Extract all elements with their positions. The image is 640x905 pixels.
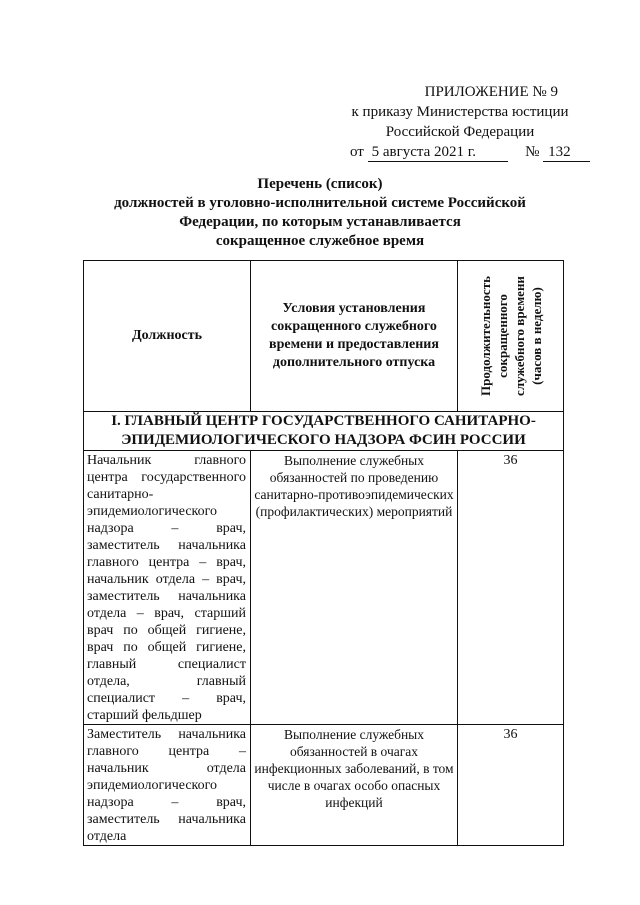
- title-line-2: должностей в уголовно-исполнительной системе Российской: [114, 195, 526, 211]
- appendix-heading: ПРИЛОЖЕНИЕ № 9: [424, 84, 558, 100]
- table-header-row: [84, 261, 564, 412]
- order-number: 132: [543, 144, 590, 162]
- header-position: Должность: [84, 261, 251, 412]
- table-row: [84, 451, 564, 725]
- number-prefix: №: [525, 144, 540, 160]
- cell-conditions: Выполнение служебных обязанностей по проведению санитарно-противоэпидемических (профилактических) мероприятий: [251, 451, 458, 725]
- header-duration: [458, 261, 564, 412]
- appendix-ministry: Российской Федерации: [385, 124, 535, 140]
- title-line-3: Федерации, по которым устанавливается: [179, 214, 461, 230]
- cell-position: Заместитель начальника главного центра – начальник отдела эпидемиологического надзора – врач, заместитель начальника отдела: [84, 725, 251, 846]
- positions-table: [83, 260, 564, 846]
- appendix-order-ref: к приказу Министерства юстиции: [351, 104, 569, 120]
- order-date: 5 августа 2021 г.: [368, 144, 508, 162]
- title-line-4: сокращенное служебное время: [215, 233, 425, 249]
- header-conditions: Условия установления сокращенного служебного времени и предоставления дополнительного отпуска: [251, 261, 458, 412]
- appendix-date-line: [350, 142, 580, 162]
- section-heading: [84, 412, 564, 451]
- date-prefix: от: [350, 144, 364, 160]
- section-heading-line-2: ЭПИДЕМИОЛОГИЧЕСКОГО НАДЗОРА ФСИН РОССИИ: [121, 432, 526, 448]
- cell-hours: 36: [458, 451, 564, 725]
- table-row: [84, 725, 564, 846]
- cell-position: Начальник главного центра государственного санитарно-эпидемиологического надзора – врач, заместитель начальника главного центра – врач, начальник отдела – врач, заместитель начальника отдела – врач, старший врач по общей гигиене, врач по общей гигиене, главный специалист отдела, главный специалист – врач, старший фельдшер: [84, 451, 251, 725]
- cell-hours: 36: [458, 725, 564, 846]
- appendix-block: [340, 82, 580, 162]
- document-title: [60, 175, 580, 251]
- section-heading-line-1: I. ГЛАВНЫЙ ЦЕНТР ГОСУДАРСТВЕННОГО САНИТАРНО-: [111, 413, 536, 429]
- section-row: [84, 412, 564, 451]
- title-line-1: Перечень (список): [257, 176, 383, 192]
- cell-conditions: Выполнение служебных обязанностей в очагах инфекционных заболеваний, в том числе в очагах особо опасных инфекций: [251, 725, 458, 846]
- header-duration-text: Продолжительность сокращенного служебного времени (часов в неделю): [477, 276, 544, 396]
